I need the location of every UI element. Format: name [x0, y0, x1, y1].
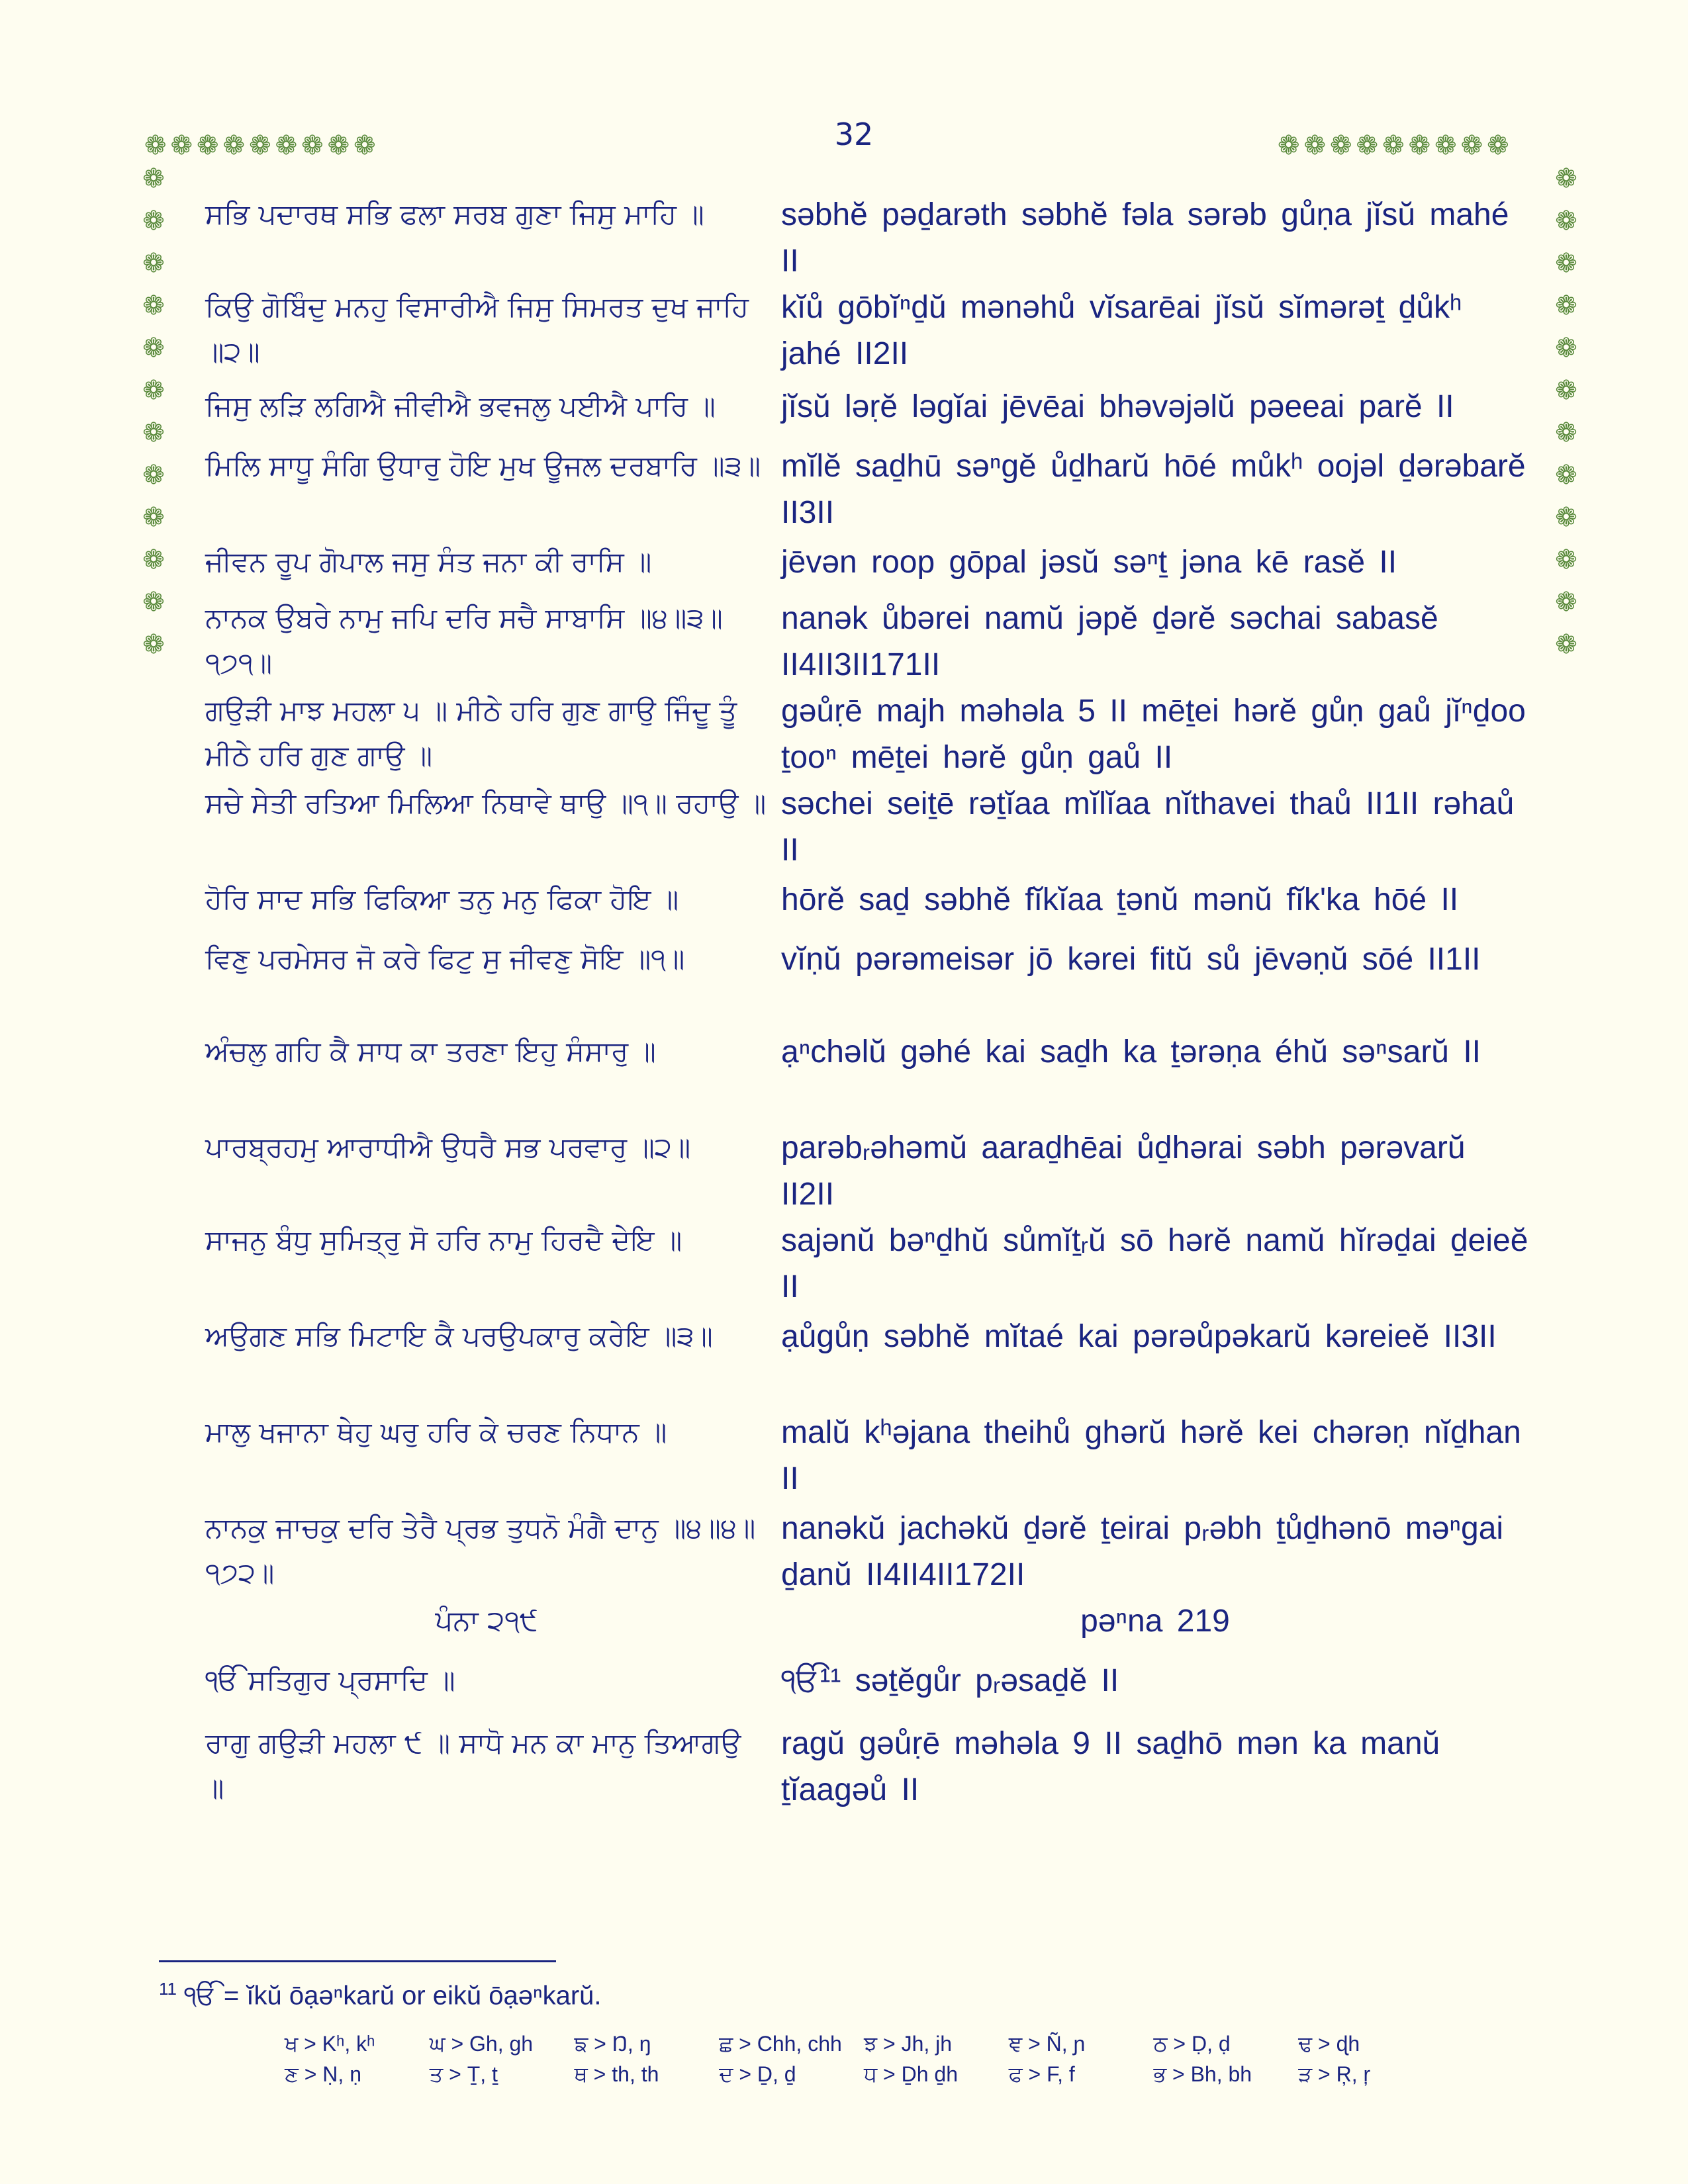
flower-icon: ❁: [1382, 130, 1405, 161]
legend-item: ਥ > th, th: [574, 2062, 659, 2086]
flower-icon: ❁: [197, 130, 219, 161]
transliteration-line: səbhĕ pəḏarəth səbhĕ fəla sərəb gůṇa jĭsŭ mahé II: [781, 197, 1509, 279]
verse-row: [205, 443, 1529, 539]
transliteration-line: kĭů gōbĭⁿḏŭ mənəhů vĭsarēai jĭsŭ sĭmərəṯ ḏůkʰ jahé II2II: [781, 290, 1462, 371]
legend-item: ਤ > Ṯ, ṯ: [429, 2062, 498, 2086]
flower-icon: ❁: [222, 130, 246, 161]
flower-icon: ❁: [249, 130, 271, 161]
verse-row: [205, 1721, 1529, 1820]
verse-row: [205, 1506, 1529, 1598]
flower-icon: ❁: [1278, 130, 1300, 161]
flower-icon: ❁: [1555, 206, 1577, 236]
flower-icon: ❁: [1555, 545, 1577, 575]
flower-icon: ❁: [1330, 130, 1352, 161]
verse-row: [205, 1314, 1529, 1410]
flower-icon: ❁: [142, 587, 165, 617]
flower-icon: ❁: [142, 502, 165, 533]
flower-border-top-left: [144, 132, 376, 159]
flower-icon: ❁: [142, 333, 165, 363]
transliteration-line: ạůgůṇ səbhĕ mĭtaé kai pərəůpəkarŭ kəreieĕ II3II: [781, 1319, 1497, 1354]
verse-row: [205, 1218, 1529, 1314]
legend-item: ਧ > Ḏh ḏh: [864, 2062, 959, 2086]
verse-table: [205, 192, 1529, 1820]
flower-icon: ❁: [1460, 130, 1483, 161]
legend-item: ਝ > Jh, jh: [864, 2032, 953, 2056]
gurmukhi-line: ਮਾਲੁ ਖਜਾਨਾ ਥੇਹੁ ਘਰੁ ਹਰਿ ਕੇ ਚਰਣ ਨਿਧਾਨ ॥: [205, 1416, 667, 1448]
flower-icon: ❁: [142, 291, 165, 321]
gurmukhi-line: ਸਚੇ ਸੇਤੀ ਰਤਿਆ ਮਿਲਿਆ ਨਿਥਾਵੇ ਥਾਉ ॥੧॥ ਰਹਾਉ ॥: [205, 787, 767, 819]
transliteration-line: ạⁿchəlŭ gəhé kai saḏh ka ṯərəṇa éhŭ səⁿsarŭ II: [781, 1034, 1481, 1069]
gurmukhi-line: ਅਉਗਣ ਸਭਿ ਮਿਟਾਇ ਕੈ ਪਰਉਪਕਾਰੁ ਕਰੇਇ ॥੩॥: [205, 1320, 713, 1352]
flower-icon: ❁: [1555, 587, 1577, 617]
transliteration-line: malŭ kʰəjana theihů ghərŭ hərĕ kei chərəṇ nĭḏhan II: [781, 1415, 1521, 1496]
legend-item: ਣ > Ṇ, ṇ: [285, 2062, 361, 2086]
flower-icon: ❁: [1555, 629, 1577, 660]
flower-border-top-right: [1278, 132, 1509, 159]
flower-icon: ❁: [142, 248, 165, 279]
gurmukhi-line: ਹੋਰਿ ਸਾਦ ਸਭਿ ਫਿਕਿਆ ਤਨੁ ਮਨੁ ਫਿਕਾ ਹੋਇ ॥: [205, 883, 679, 915]
footnote: [159, 1979, 602, 2011]
flower-icon: ❁: [1555, 333, 1577, 363]
flower-icon: ❁: [142, 206, 165, 236]
gurmukhi-line: ਗਉੜੀ ਮਾਝ ਮਹਲਾ ੫ ॥ ਮੀਠੇ ਹਰਿ ਗੁਣ ਗਾਉ ਜਿੰਦੂ ਤੂੰ ਮੀਠੇ ਹਰਿ ਗੁਣ ਗਾਉ ॥: [205, 694, 737, 772]
transliteration-line: gəůṛē majh məhəla 5 II mēṯei hərĕ gůṇ gaů jĭⁿḏoo ṯooⁿ mēṯei hərĕ gůṇ gaů II: [781, 694, 1526, 775]
flower-icon: ❁: [1487, 130, 1509, 161]
legend-item: ਛ > Chh, chh: [719, 2032, 842, 2056]
gurmukhi-line: ਵਿਣੁ ਪਰਮੇਸਰ ਜੋ ਕਰੇ ਫਿਟੁ ਸੁ ਜੀਵਣੁ ਸੋਇ ॥੧॥: [205, 942, 685, 975]
flower-icon: ❁: [1555, 291, 1577, 321]
gurmukhi-line: ਨਾਨਕ ਉਬਰੇ ਨਾਮੁ ਜਪਿ ਦਰਿ ਸਚੈ ਸਾਬਾਸਿ ॥੪॥੩॥੧੭੧॥: [205, 602, 723, 679]
transliteration-line: ragŭ gəůṛē məhəla 9 II saḏhō mən ka manŭ ṯĭaagəů II: [781, 1726, 1440, 1807]
flower-icon: ❁: [1303, 130, 1327, 161]
gurmukhi-line: ਅੰਚਲੁ ਗਹਿ ਕੈ ਸਾਧ ਕਾ ਤਰਣਾ ਇਹੁ ਸੰਸਾਰੁ ॥: [205, 1035, 656, 1068]
flower-icon: ❁: [1555, 460, 1577, 490]
transliteration-line: mĭlĕ saḏhū səⁿgĕ ůḏharŭ hōé můkʰ oojəl ḏərəbarĕ II3II: [781, 449, 1526, 530]
verse-row: [205, 192, 1529, 285]
gurmukhi-line: ਨਾਨਕੁ ਜਾਚਕੁ ਦਰਿ ਤੇਰੈ ਪ੍ਰਭ ਤੁਧਨੋ ਮੰਗੈ ਦਾਨੁ ॥੪॥੪॥੧੭੨॥: [205, 1512, 756, 1589]
verse-row: [205, 1658, 1529, 1721]
flower-icon: ❁: [142, 375, 165, 406]
verse-row: [205, 1410, 1529, 1506]
flower-icon: ❁: [1356, 130, 1379, 161]
verse-row: [205, 539, 1529, 596]
gurmukhi-line: ਸਾਜਨੁ ਬੰਧੁ ਸੁਮਿਤ੍ਰੁ ਸੋ ਹਰਿ ਨਾਮੁ ਹਿਰਦੈ ਦੇਇ ॥: [205, 1224, 682, 1256]
gurmukhi-line: ਜੀਵਨ ਰੂਪ ਗੋਪਾਲ ਜਸੁ ਸੰਤ ਜਨਾ ਕੀ ਰਾਸਿ ॥: [205, 545, 652, 578]
gurmukhi-line: ਜਿਸੁ ਲੜਿ ਲਗਿਐ ਜੀਵੀਐ ਭਵਜਲੁ ਪਈਐ ਪਾਰਿ ॥: [205, 390, 716, 422]
transliteration-line: nanək ůbərei namŭ jəpĕ ḏərĕ səchai sabasĕ II4II3II171II: [781, 601, 1438, 682]
flower-icon: ❁: [1408, 130, 1431, 161]
transliteration-line: ੴ¹¹ səṯĕgůr pᵣəsaḏĕ II: [781, 1663, 1119, 1698]
footnote-text: ੴ = ĭkŭ ōạəⁿkarŭ or eikŭ ōạəⁿkarŭ.: [184, 1981, 602, 2011]
flower-icon: ❁: [301, 130, 324, 161]
transliteration-legend: [285, 2032, 1443, 2087]
legend-item: ਞ > Ñ, ɲ: [1008, 2032, 1086, 2056]
legend-item: ਖ > Kʰ, kʰ: [285, 2032, 375, 2056]
flower-icon: ❁: [1555, 248, 1577, 279]
transliteration-line: jēvən roop gōpal jəsŭ səⁿṯ jəna kē rasĕ II: [781, 545, 1397, 580]
legend-item: ੜ > Ŗ, ŗ: [1298, 2062, 1371, 2086]
flower-icon: ❁: [142, 460, 165, 490]
flower-icon: ❁: [1555, 418, 1577, 448]
flower-icon: ❁: [353, 130, 376, 161]
flower-border-right: [1553, 165, 1579, 658]
gurmukhi-line: ਰਾਗੁ ਗਉੜੀ ਮਹਲਾ ੯ ॥ ਸਾਧੋ ਮਨ ਕਾ ਮਾਨੁ ਤਿਆਗਉ ॥: [205, 1727, 741, 1804]
page-number: 32: [834, 116, 874, 152]
verse-row: [205, 781, 1529, 877]
transliteration-line: jĭsŭ ləṛĕ ləgĭai jēvēai bhəvəjəlŭ pəeeai parĕ II: [781, 389, 1454, 424]
legend-item: ਠ > Ḍ, ḍ: [1153, 2032, 1231, 2056]
legend-item: ਘ > Gh, gh: [429, 2032, 534, 2056]
verse-row: [205, 285, 1529, 384]
transliteration-line: hōrĕ saḏ səbhĕ fĭkĭaa ṯənŭ mənŭ fĭk'ka hōé II: [781, 882, 1459, 917]
flower-icon: ❁: [170, 130, 193, 161]
verse-row: [205, 596, 1529, 688]
transliteration-line: sajənŭ bəⁿḏhŭ sůmĭṯᵣŭ sō hərĕ namŭ hĭrəḏai ḏeieĕ II: [781, 1223, 1528, 1304]
transliteration-line: vĭṇŭ pərəmeisər jō kərei fitŭ sů jēvəṇŭ sōé II1II: [781, 942, 1481, 977]
verse-row: [205, 384, 1529, 443]
verse-row: [205, 877, 1529, 936]
gurmukhi-line: ਮਿਲਿ ਸਾਧੂ ਸੰਗਿ ਉਧਾਰੁ ਹੋਇ ਮੁਖ ਊਜਲ ਦਰਬਾਰਿ ॥੩॥: [205, 449, 761, 482]
flower-icon: ❁: [1555, 163, 1577, 194]
flower-icon: ❁: [142, 545, 165, 575]
gurmukhi-line: ਸਭਿ ਪਦਾਰਥ ਸਭਿ ਫਲਾ ਸਰਬ ਗੁਣਾ ਜਿਸੁ ਮਾਹਿ ॥: [205, 198, 704, 230]
footnote-divider: [159, 1960, 556, 1962]
verse-row: [205, 688, 1529, 781]
flower-icon: ❁: [1555, 375, 1577, 406]
verse-row: [205, 936, 1529, 1029]
legend-item: ਢ > ɖh: [1298, 2032, 1360, 2056]
flower-icon: ❁: [1434, 130, 1457, 161]
legend-item: ਙ > Ŋ, ŋ: [574, 2032, 651, 2056]
legend-item: ਭ > Bh, bh: [1153, 2062, 1252, 2086]
verse-row: [205, 1029, 1529, 1125]
gurmukhi-line: ਕਿਉ ਗੋਬਿੰਦੁ ਮਨਹੁ ਵਿਸਾਰੀਐ ਜਿਸੁ ਸਿਮਰਤ ਦੁਖ ਜਾਹਿ ॥੨॥: [205, 291, 749, 368]
flower-icon: ❁: [142, 629, 165, 660]
verse-row: [205, 1125, 1529, 1218]
gurmukhi-line: ੴ ਸਤਿਗੁਰ ਪ੍ਰਸਾਦਿ ॥: [205, 1664, 455, 1696]
legend-item: ਫ > F, f: [1008, 2062, 1075, 2086]
flower-icon: ❁: [142, 418, 165, 448]
panna-gurmukhi: ਪੰਨਾ ੨੧੯: [435, 1604, 538, 1637]
transliteration-line: səchei seiṯē rəṯĭaa mĭlĭaa nĭthavei thaů II1II rəhaů II: [781, 786, 1515, 868]
transliteration-line: nanəkŭ jachəkŭ ḏərĕ ṯeirai pᵣəbh ṯůḏhənō məⁿgai ḏanŭ II4II4II172II: [781, 1511, 1504, 1592]
panna-row: [205, 1598, 1529, 1658]
footnote-number: 11: [159, 1979, 177, 1999]
panna-transliteration: pəⁿna 219: [1080, 1604, 1230, 1639]
gurmukhi-line: ਪਾਰਬ੍ਰਹਮੁ ਆਰਾਧੀਐ ਉਧਰੈ ਸਭ ਪਰਵਾਰੁ ॥੨॥: [205, 1131, 691, 1163]
flower-icon: ❁: [275, 130, 298, 161]
flower-icon: ❁: [142, 163, 165, 194]
flower-icon: ❁: [144, 130, 167, 161]
flower-icon: ❁: [327, 130, 350, 161]
transliteration-line: parəbᵣəhəmŭ aaraḏhēai ůḏhərai səbh pərəvarŭ II2II: [781, 1130, 1466, 1212]
legend-item: ਦ > Ḏ, ḏ: [719, 2062, 796, 2086]
flower-icon: ❁: [1555, 502, 1577, 533]
flower-border-left: [140, 165, 167, 658]
